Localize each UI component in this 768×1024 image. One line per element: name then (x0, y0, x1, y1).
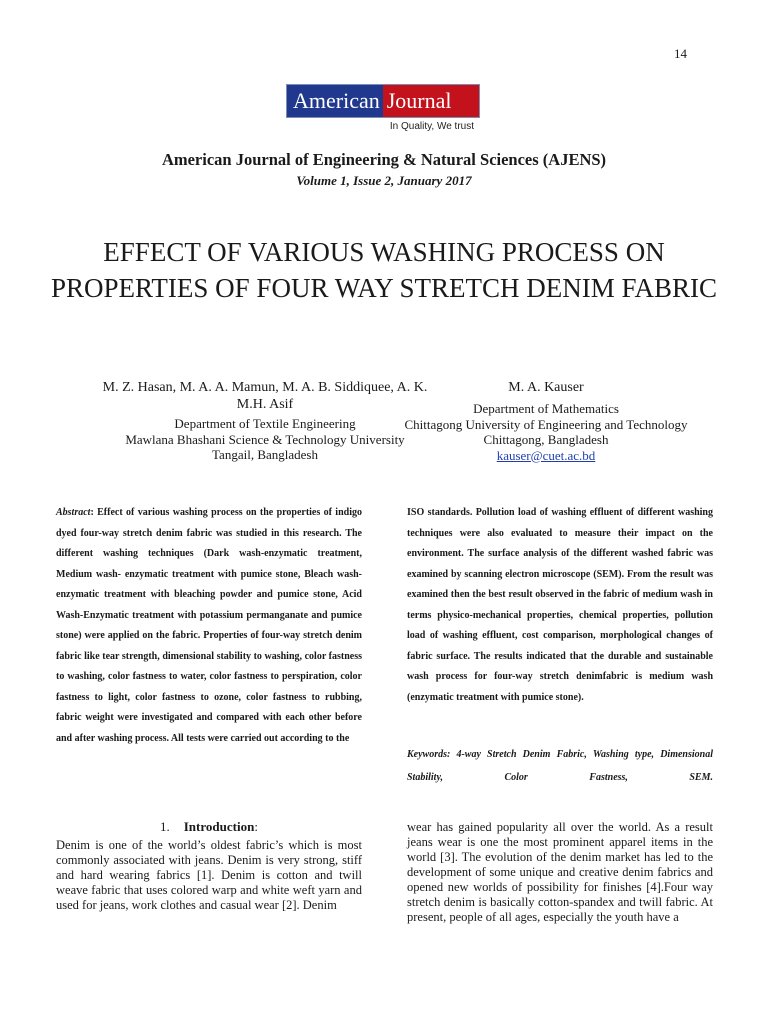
author-department: Department of Mathematics (473, 401, 619, 416)
section-colon: : (254, 819, 258, 834)
keywords: Keywords: 4-way Stretch Denim Fabric, Washing type, Dimensional Stability, Color Fastness, SEM. (407, 749, 713, 783)
abstract-text-left: : Effect of various washing process on the properties of indigo dyed four-way stretch denim fabric was studied in this research. The different washing techniques (Dark wash-enzymatic treatment, Medium wash- enzymatic treatment with pumice stone, Bleach wash- enzymatic treatment with bleaching powder and pumice stone, Acid Wash-Enzymatic treatment with potassium permanganate and pumice stone) were applied on the fabric. Properties of four-way stretch denim fabric like tear strength, dimensional stability to washing, color fastness to washing, color fastness to water, color fastness to perspiration, color fastness to light, color fastness to ozone, color fastness to rubbing, fabric weight were investigated and compared with each other before and after washing process. All tests were carried out according to the (56, 507, 362, 744)
section-title: Introduction (183, 819, 255, 834)
logo-box (286, 84, 480, 118)
abstract-column-left (56, 503, 362, 749)
introduction-heading (160, 819, 258, 835)
author-block-left (100, 379, 430, 463)
author-location: Tangail, Bangladesh (212, 447, 318, 462)
author-department: Department of Textile Engineering (174, 416, 356, 431)
logo-word-american: American (293, 88, 380, 113)
page-number: 14 (674, 46, 687, 61)
abstract-column-right: ISO standards. Pollution load of washing effluent of different washing techniques were also evaluated to measure their impact on the environment. The surface analysis of the different washed fabric was examined by scanning electron microscope (SEM). From the result was examined then the best result observed in the fabric of medium wash in terms physico-mechanical properties, chemical properties, pollution load of washing effluent, cost comparison, morphological changes of fabric surface. The results indicated that the durable and sustainable wash process for four-way stretch denimfabric is medium wash (enzymatic treatment with pumice stone). (407, 507, 713, 703)
introduction-text-right: wear has gained popularity all over the world. As a result jeans wear is one the most prominent apparel items in the world [3]. The evolution of the denim market has led to the development of some unique and creative denim fabrics and opened new worlds of possibility for finishes [4].Four way stretch denim is basically cotton-spandex and twill fabric. At present, people of all ages, especially the youth have a (407, 820, 713, 924)
journal-logo (286, 84, 482, 132)
logo-tagline: In Quality, We trust (389, 121, 474, 132)
section-number: 1. (160, 819, 170, 834)
journal-name: American Journal of Engineering & Natural Sciences (AJENS) (161, 150, 607, 169)
logo-word-journal: Journal (383, 85, 479, 117)
journal-issue: Volume 1, Issue 2, January 2017 (296, 173, 472, 188)
author-names: M. Z. Hasan, M. A. A. Mamun, M. A. B. Siddiquee, A. K. M.H. Asif (102, 380, 428, 412)
author-location: Chittagong, Bangladesh (483, 432, 609, 447)
author-block-right (400, 379, 692, 463)
author-names: M. A. Kauser (508, 380, 584, 395)
paper-title: EFFECT OF VARIOUS WASHING PROCESS ON PROPERTIES OF FOUR WAY STRETCH DENIM FABRIC (51, 237, 717, 303)
author-institution: Chittagong University of Engineering and Technology (404, 416, 688, 432)
author-institution: Mawlana Bhashani Science & Technology University (125, 431, 405, 447)
author-email-link[interactable]: kauser@cuet.ac.bd (496, 447, 596, 463)
abstract-label: Abstract (56, 507, 91, 518)
introduction-text-left: Denim is one of the world’s oldest fabric’s which is most commonly associated with jeans. Denim is very strong, stiff and hard wearing fabrics [1]. Denim is cotton and twill weave fabric that uses colored warp and white weft yarn and used for jeans, work clothes and casual wear [2]. Denim (56, 838, 362, 912)
